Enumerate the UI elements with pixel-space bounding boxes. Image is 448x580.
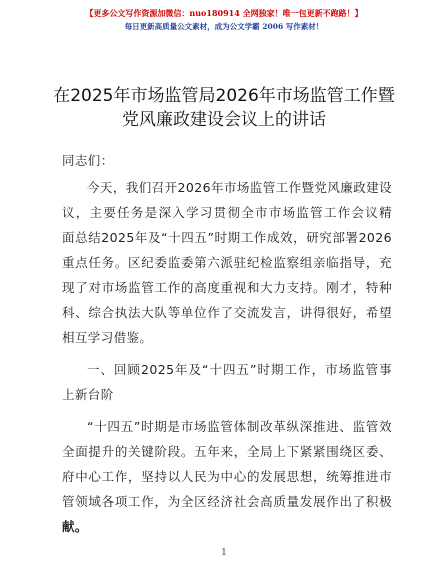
body-line: 献。 [62,519,88,534]
body-line: 今天，我们召开2026年市场监管工作暨党风廉政建设 [87,180,392,195]
page-number: 1 [221,548,227,558]
body-line: 相互学习借鉴。 [62,330,153,345]
section-heading-line: 上新台阶 [62,387,114,402]
body-line: 科、综合执法大队等单位作了交流发言，讲得很好，希望 [62,305,392,320]
section-heading-line: 一、回顾2025年及“十四五”时期工作，市场监管事 [87,362,392,377]
promo-banner-line-1: 【更多公文写作资源加微信：nuo180914 全网独家！唯一包更新不跑路！】 [85,8,363,18]
body-line: 现了对市场监管工作的高度重视和大力支持。刚才，特种 [62,280,392,295]
body-line: 面总结2025年及“十四五”时期工作成效，研究部署2026 [62,230,392,245]
salutation: 同志们： [62,153,114,168]
document-title-line-1: 在2025年市场监管局2026年市场监管工作暨 [53,86,395,106]
body-line: 全面提升的关键阶段。五年来，全局上下紧紧围绕区委、 [62,444,392,459]
body-line: 重点任务。区纪委监委第六派驻纪检监察组亲临指导，充 [62,255,392,270]
body-line: 议，主要任务是深入学习贯彻全市市场监管工作会议精 [62,205,392,220]
body-line: 管领域各项工作，为全区经济社会高质量发展作出了积极 [62,494,392,509]
promo-banner-line-2: 每日更新高质量公文素材，成为公文学霸 2006 写作素材！ [124,22,324,31]
body-line: 府中心工作，坚持以人民为中心的发展思想，统筹推进市 [62,469,392,484]
body-line: “十四五”时期是市场监管体制改革纵深推进、监管效 [87,419,392,434]
document-title-line-2: 党风廉政建设会议上的讲话 [122,110,326,130]
